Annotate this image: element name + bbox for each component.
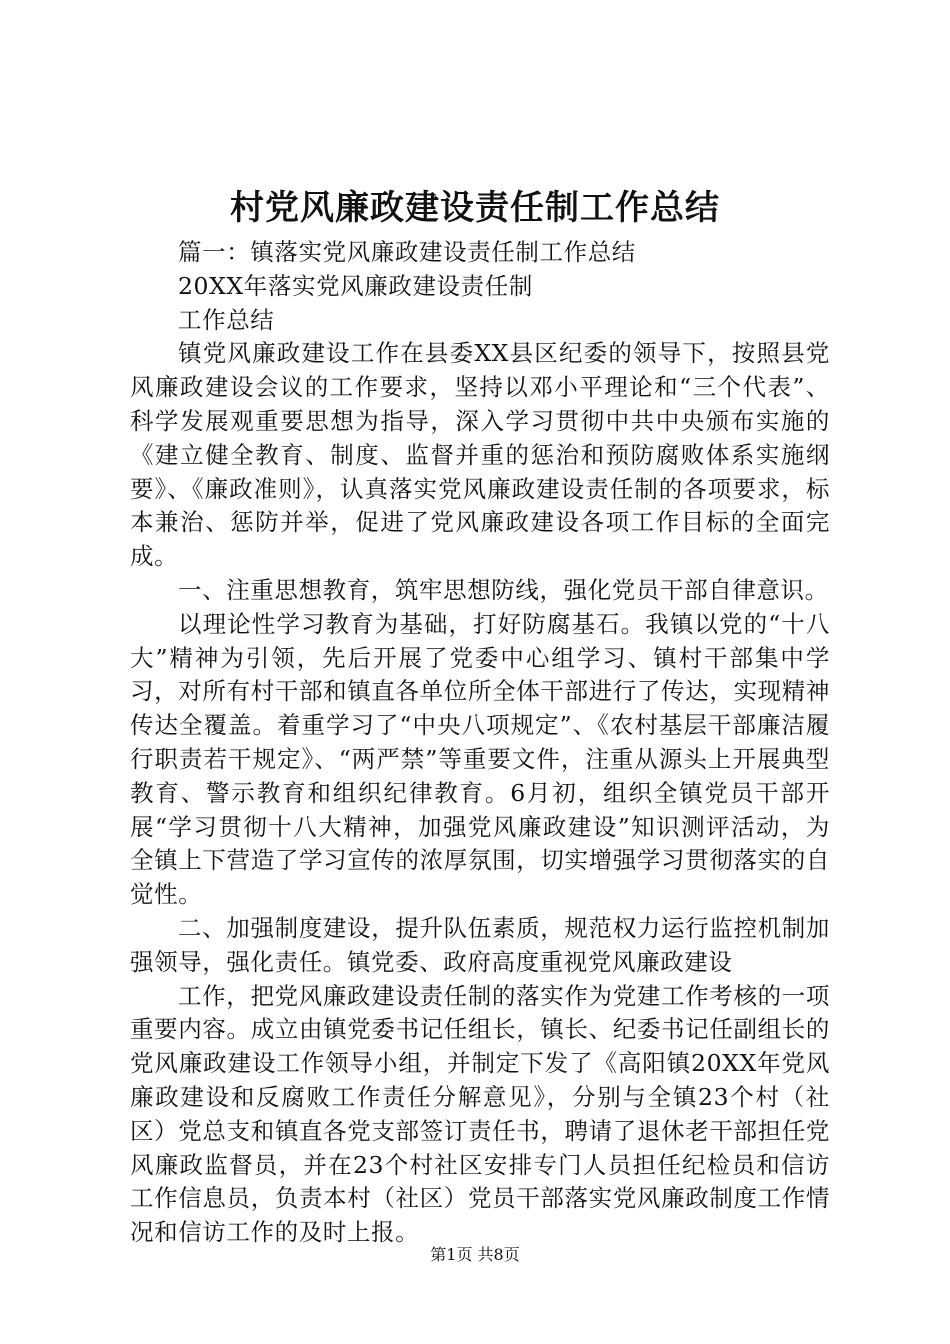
page-footer: 第1页 共8页	[430, 1245, 520, 1264]
body-paragraph: 以理论性学习教育为基础，打好防腐基石。我镇以党的“十八大”精神为引领，先后开展了党委中心组学习、镇村干部集中学习，对所有村干部和镇直各单位所全体干部进行了传达，实现精神传达全覆盖。着重学习了“中央八项规定”、《农村基层干部廉洁履行职责若干规定》、“两严禁”等重要文件，注重从源头上开展典型教育、警示教育和组织纪律教育。6月初，组织全镇党员干部开展“学习贯彻十八大精神，加强党风廉政建设”知识测评活动，为全镇上下营造了学习宣传的浓厚氛围，切实增强学习贯彻落实的自觉性。	[130, 609, 830, 909]
subtitle-line: 工作总结	[178, 305, 275, 334]
body-paragraph: 工作，把党风廉政建设责任制的落实作为党建工作考核的一项重要内容。成立由镇党委书记任组长，镇长、纪委书记任副组长的党风廉政建设工作领导小组，并制定下发了《高阳镇20XX年党风廉政建设和反腐败工作责任分解意见》，分别与全镇23个村（社区）党总支和镇直各党支部签订责任书，聘请了退休老干部担任党风廉政监督员，并在23个村社区安排专门人员担任纪检员和信访工作信息员，负责本村（社区）党员干部落实党风廉政制度工作情况和信访工作的及时上报。	[130, 981, 830, 1247]
document-title: 村党风廉政建设责任制工作总结	[230, 188, 720, 228]
body-paragraph: 镇党风廉政建设工作在县委XX县区纪委的领导下，按照县党风廉政建设会议的工作要求，坚持以邓小平理论和“三个代表”、科学发展观重要思想为指导，深入学习贯彻中共中央颁布实施的《建立健全教育、制度、监督并重的惩治和预防腐败体系实施纲要》、《廉政准则》，认真落实党风廉政建设责任制的各项要求，标本兼治、惩防并举，促进了党风廉政建设各项工作目标的全面完成。	[130, 339, 830, 571]
section-heading-3: 二、加强制度建设，提升队伍素质，规范权力运行监控机制加强领导，强化责任。镇党委、政府高度重视党风廉政建设	[130, 913, 830, 976]
section-heading-1: 篇一：镇落实党风廉政建设责任制工作总结	[178, 238, 636, 266]
document-body	[130, 236, 830, 1250]
subtitle-line: 20XX年落实党风廉政建设责任制	[178, 271, 533, 300]
section-heading-2: 一、注重思想教育，筑牢思想防线，强化党员干部自律意识。	[178, 575, 829, 604]
